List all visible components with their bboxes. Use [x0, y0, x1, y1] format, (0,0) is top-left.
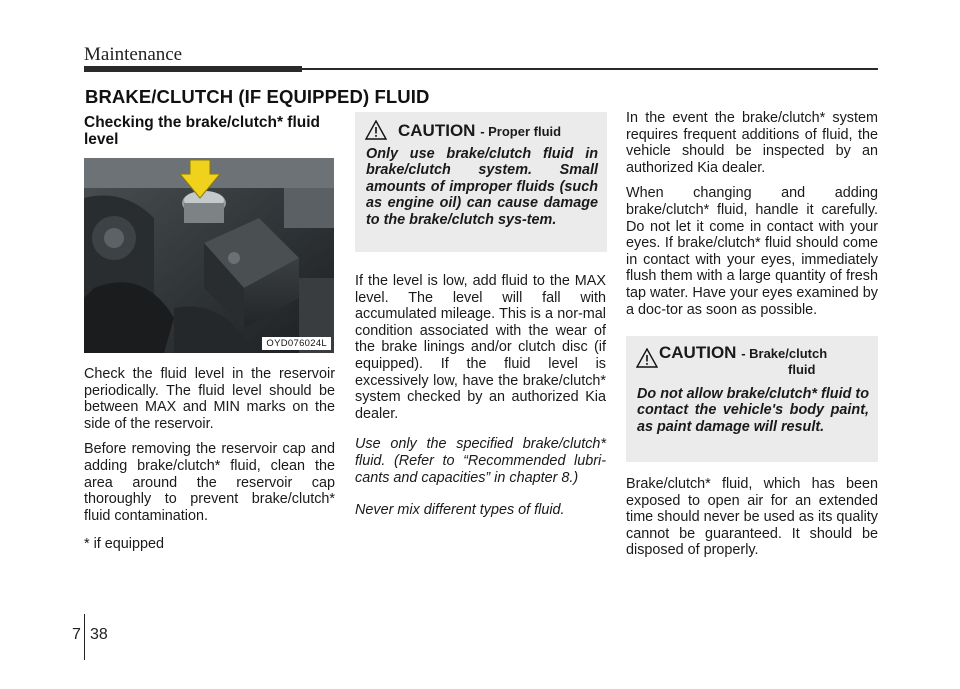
- paragraph-exposed-fluid: Brake/clutch* fluid, which has been exposed to open air for an extended time should never be used as its quality cannot be guaranteed. It should be disposed of properly.: [626, 476, 878, 559]
- engine-illustration: [84, 158, 334, 353]
- image-label: OYD076024L: [262, 337, 331, 350]
- middle-column-text: [355, 273, 606, 528]
- header-section-title: Maintenance: [84, 44, 183, 65]
- footnote: * if equipped: [84, 536, 165, 553]
- caution-subtitle-continued: fluid: [788, 362, 816, 377]
- chapter-number: 7: [72, 626, 81, 643]
- right-bottom-text: [626, 476, 878, 568]
- paragraph-check-level: Check the fluid level in the reservoir periodically. The fluid level should be between MAX and MIN marks on the side of the reservoir.: [84, 366, 335, 432]
- page-number: 38: [90, 626, 108, 643]
- caution-word: CAUTION: [659, 343, 737, 362]
- left-column-text: [84, 366, 335, 562]
- caution-text: Do not allow brake/clutch* fluid to contact the vehicle's body paint, as paint damage will result.: [637, 386, 869, 435]
- warning-triangle-icon: [636, 348, 658, 368]
- caution-text: Only use brake/clutch fluid in brake/clutch system. Small amounts of improper fluids (such as engine oil) can cause damage to the brake/clutch sys-tem.: [366, 146, 598, 228]
- engine-bay-photo: [84, 158, 334, 353]
- subheading: Checking the brake/clutch* fluid level: [84, 114, 320, 148]
- section-title: BRAKE/CLUTCH (IF EQUIPPED) FLUID: [85, 86, 430, 107]
- header-rule: [84, 66, 878, 72]
- paragraph-level-low: If the level is low, add fluid to the MAX level. The level will fall with accumulated mileage. This is a nor-mal condition associated with the wear of the brake linings and/or clutch disc (if equipped). If the fluid level is excessively low, have the brake/clutch* system checked by an authorized Kia dealer.: [355, 273, 606, 422]
- note-specified-fluid: Use only the specified brake/clutch* fluid. (Refer to “Recommended lubri-cants and capacities” in chapter 8.): [355, 436, 606, 486]
- caution-title: [398, 121, 561, 141]
- paragraph-handle-carefully: When changing and adding brake/clutch* fluid, handle it carefully. Do not let it come in contact with your eyes. If brake/clutch* fluid should come in contact with your eyes, immediately flush them with a large quantity of fresh tap water. Have your eyes examined by a doc-tor as soon as possible.: [626, 185, 878, 318]
- note-never-mix: Never mix different types of fluid.: [355, 502, 565, 519]
- caution-box-brake-clutch-fluid: [626, 336, 878, 462]
- caution-word: CAUTION: [398, 121, 476, 140]
- paragraph-frequent-additions: In the event the brake/clutch* system requires frequent additions of fluid, the vehicle should be inspected by an authorized Kia dealer.: [626, 110, 878, 176]
- caution-title: [659, 343, 827, 363]
- caution-box-proper-fluid: [355, 112, 607, 252]
- caution-subtitle: - Brake/clutch: [741, 346, 828, 361]
- paragraph-before-removing: Before removing the reservoir cap and adding brake/clutch* fluid, clean the area around the reservoir cap thoroughly to prevent brake/clutch* fluid contamination.: [84, 441, 335, 524]
- header-rule-thick: [84, 66, 302, 72]
- caution-subtitle: - Proper fluid: [480, 124, 562, 139]
- header-rule-thin: [302, 68, 878, 70]
- right-column-text: [626, 110, 878, 327]
- page-number-divider: [84, 614, 85, 660]
- warning-triangle-icon: [365, 120, 387, 140]
